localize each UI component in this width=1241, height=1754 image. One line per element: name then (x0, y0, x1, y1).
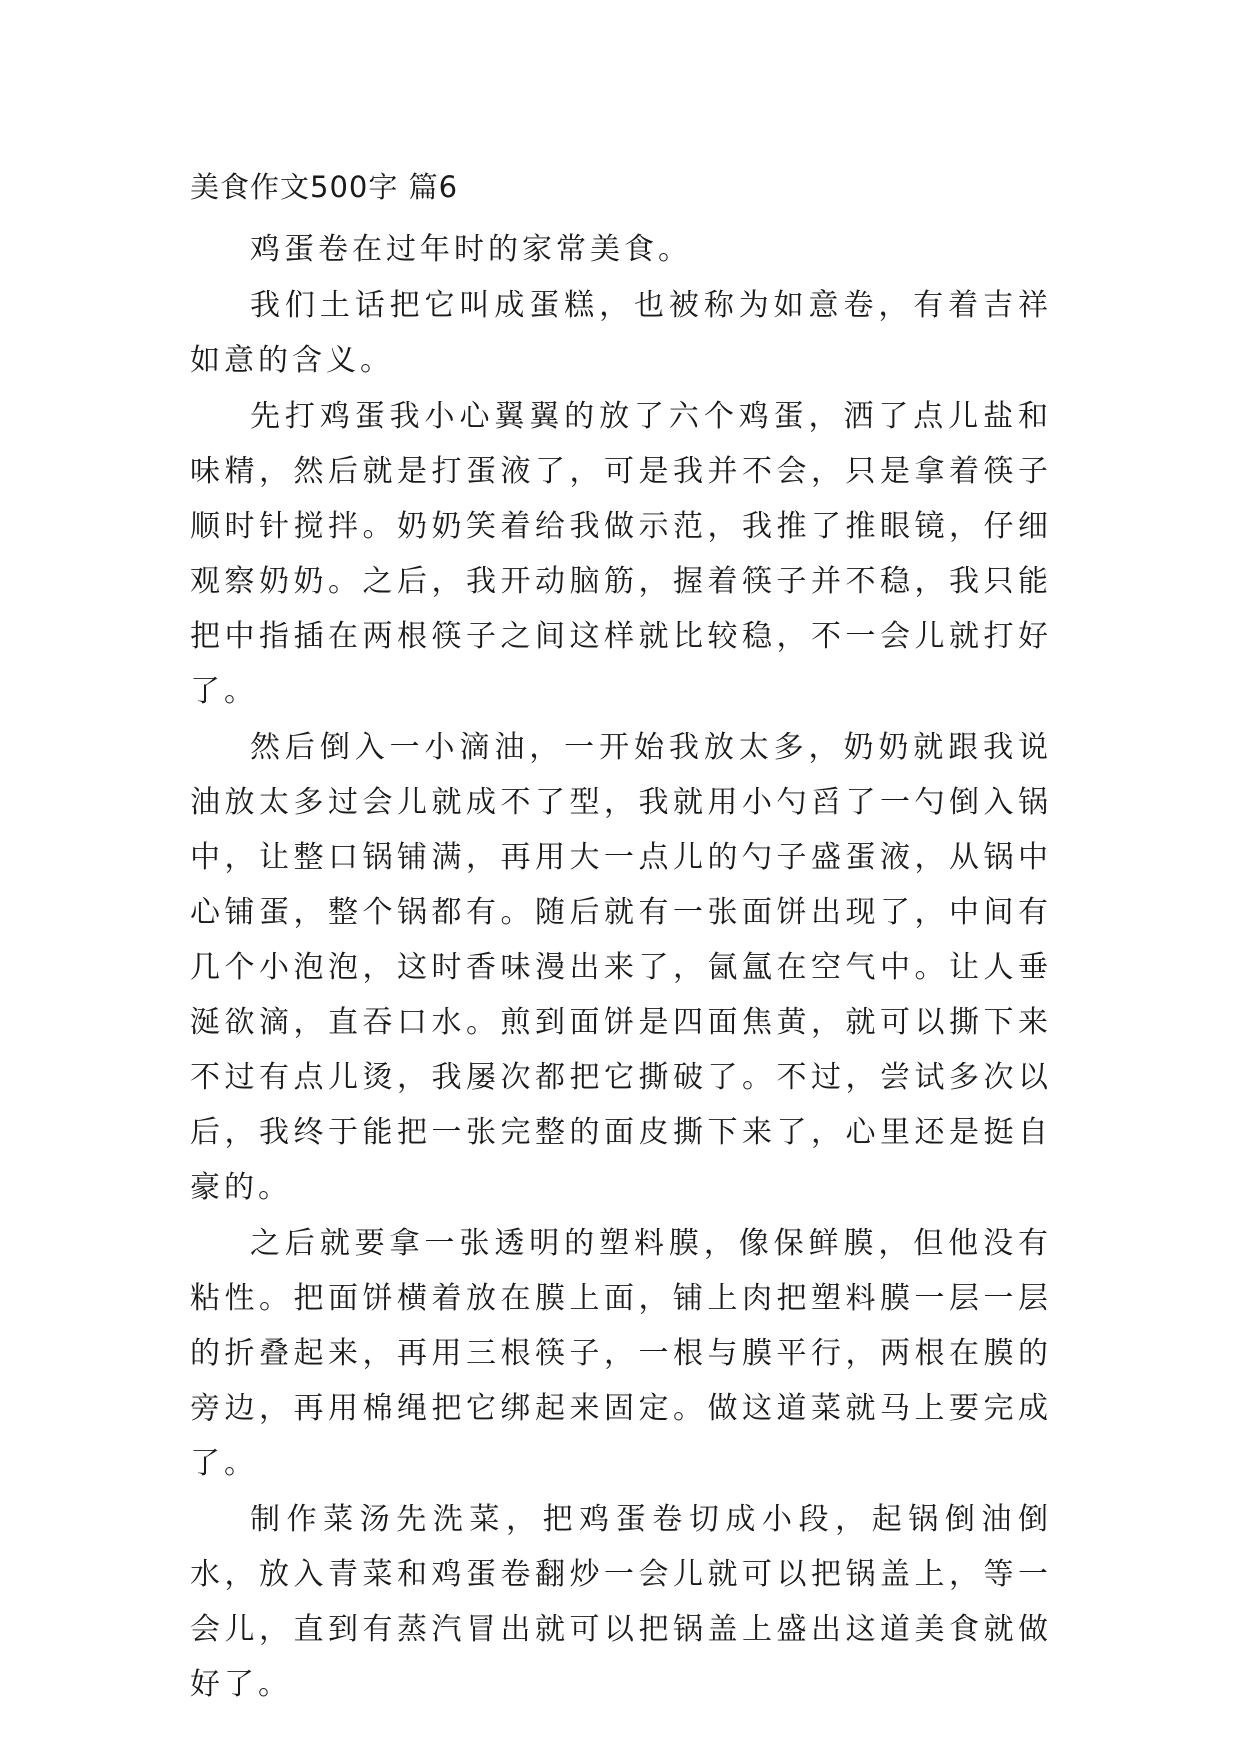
document-body (190, 166, 1052, 1713)
document-title: 美食作文500字 篇6 (190, 170, 459, 204)
paragraph-3: 先打鸡蛋我小心翼翼的放了六个鸡蛋，洒了点儿盐和味精，然后就是打蛋液了，可是我并不会，只是拿着筷子顺时针搅拌。奶奶笑着给我做示范，我推了推眼镜，仔细观察奶奶。之后，我开动脑筋，握着筷子并不稳，我只能把中指插在两根筷子之间这样就比较稳，不一会儿就打好了。 (190, 399, 1052, 709)
paragraph-2: 我们土话把它叫成蛋糕，也被称为如意卷，有着吉祥如意的含义。 (190, 288, 1052, 378)
paragraph-1: 鸡蛋卷在过年时的家常美食。 (250, 232, 692, 267)
paragraph-5: 之后就要拿一张透明的塑料膜，像保鲜膜，但他没有粘性。把面饼横着放在膜上面，铺上肉把塑料膜一层一层的折叠起来，再用三根筷子，一根与膜平行，两根在膜的旁边，再用棉绳把它绑起来固定。做这道菜就马上要完成了。 (190, 1226, 1052, 1481)
paragraph-6: 制作菜汤先洗菜，把鸡蛋卷切成小段，起锅倒油倒水，放入青菜和鸡蛋卷翻炒一会儿就可以把锅盖上，等一会儿，直到有蒸汽冒出就可以把锅盖上盛出这道美食就做好了。 (190, 1502, 1052, 1702)
paragraph-4: 然后倒入一小滴油，一开始我放太多，奶奶就跟我说油放太多过会儿就成不了型，我就用小勺舀了一勺倒入锅中，让整口锅铺满，再用大一点儿的勺子盛蛋液，从锅中心铺蛋，整个锅都有。随后就有一张面饼出现了，中间有几个小泡泡，这时香味漫出来了，氤氲在空气中。让人垂涎欲滴，直吞口水。煎到面饼是四面焦黄，就可以撕下来不过有点儿烫，我屡次都把它撕破了。不过，尝试多次以后，我终于能把一张完整的面皮撕下来了，心里还是挺自豪的。 (190, 730, 1052, 1205)
